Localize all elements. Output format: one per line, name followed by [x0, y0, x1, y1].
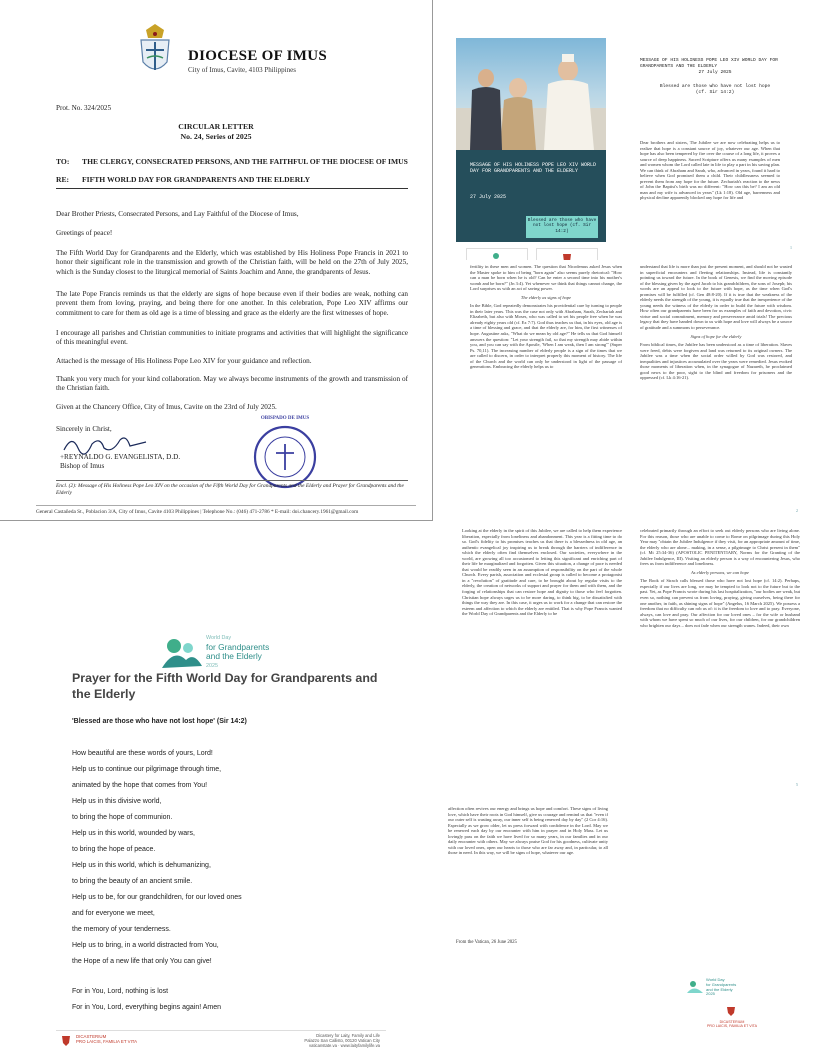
prayer-line-11: and for everyone we meet,: [72, 910, 155, 917]
pope-with-elderly-icon: [456, 38, 606, 150]
addressee-block: [56, 157, 408, 189]
dicastery-latin-line-2: PRO LAICIS, FAMILIA ET VITA: [76, 1039, 138, 1045]
cover-date: 27 July 2025: [470, 194, 507, 200]
page2-col1-para: fertility in these men and women. The question that Nicodemus asked Jesus when the Master spoke to him of being "born again" also seems purely rhetorical: "How can a man be born when he is old? Can he enter a second time into his mother's womb and be born?" (Jn 3:4). Yet whenever we think that things cannot change, the Lord surprises us with an act of saving power.: [470, 264, 622, 292]
page4-logo-line-2: for Grandparents: [706, 981, 737, 987]
page3-column-2: [640, 528, 800, 628]
page2-column-2: [640, 264, 792, 381]
page4-logo-line-3: and the Elderly: [706, 986, 733, 992]
page4-dicastery: [692, 1020, 772, 1029]
page2-column-1: [470, 264, 622, 370]
page2-subheading-1: The elderly as signs of hope: [520, 294, 572, 300]
page4-dicastery-line-2: PRO LAICIS, FAMILIA ET VITA: [707, 1024, 757, 1029]
letter-title: CIRCULAR LETTER: [178, 122, 254, 131]
message-subtitle-ref: (cf. Sir 14:2): [695, 90, 735, 95]
message-heading: [640, 58, 790, 96]
page3-subheading: As elderly persons, we can hope: [691, 569, 749, 575]
prayer-line-9: to bring the beauty of an ancient smile.: [72, 878, 193, 885]
prayer-line-5: to bring the hope of communion.: [72, 814, 173, 821]
prayer-footer-divider: [56, 1030, 386, 1031]
dicastery-latin-line-1: DICASTERIUM: [76, 1034, 107, 1039]
prayer-title-line-2: the Elderly: [72, 687, 136, 701]
page4-logo-text: [706, 978, 736, 997]
seal-text: OBISPADO DE IMUS: [260, 416, 310, 421]
page4-logo-year: 2025: [706, 991, 715, 997]
cover-card: [456, 150, 606, 242]
prayer-line-14: the Hope of a new life that only You can give!: [72, 958, 212, 965]
jubilee-logo-box: [466, 248, 528, 260]
prayer-line-2: Help us to continue our pilgrimage through time,: [72, 766, 222, 773]
paragraph-4: Attached is the message of His Holiness Pope Leo XIV for your guidance and reflection.: [56, 357, 312, 365]
cover-quote: Blessed are those who have not lost hope (cf. Sir 14:2): [526, 216, 598, 238]
logo-line-3: and the Elderly: [206, 651, 262, 662]
logo-line-1: World Day: [206, 635, 232, 641]
diocese-crest-icon: [132, 24, 178, 82]
message-date: 27 July 2025: [698, 70, 732, 75]
page-number-2: 2: [796, 508, 798, 513]
prayer-title: [72, 670, 377, 702]
prayer-logo-text: [206, 634, 269, 671]
message-page1-text: Dear brothers and sisters, The Jubilee we are now celebrating helps us to realize that hope is a constant source of joy, whatever our age. When that hope has also been tempered by fire over the course of a long life, it proves a source of deep happiness. Sacred Scripture offers us many examples of men and women whom the Lord called late in life to play a part in his saving plan. We can think of Abraham and Sarah, who, advanced in years, found it hard to believe when God promised them a child. Their childlessness seemed to prevent them from any hope for the future. Zechariah's reaction to the news of John the Baptist's birth was no different: "How can this be? I am an old man and my wife is advanced in years" (Lk 1:18). Old age, barrenness and physical decline apparently blocked any hope for life and: [640, 140, 780, 201]
prayer-closing-1: For in You, Lord, nothing is lost: [72, 988, 169, 995]
prayer-line-3: animated by the hope that comes from You!: [72, 782, 208, 789]
dicastery-address: [270, 1033, 380, 1049]
prayer-line-12: the memory of your tenderness.: [72, 926, 171, 933]
message-page-2: [434, 260, 816, 518]
paragraph-2: The late Pope Francis reminds us that the elderly are signs of hope because even if their bodies are weak, nothing can prevent them from loving, praying, and being there for one another. In this celebration, Pope Leo XIV affirms our commitment to care for them as old age is a time of blessing and grace as the elderly are the first witnesses of hope.: [56, 290, 408, 317]
letterhead: [128, 30, 428, 90]
prayer-line-1: How beautiful are these words of yours, Lord!: [72, 750, 213, 757]
prayer-closing-2: For in You, Lord, everything begins again! Amen: [72, 1004, 222, 1011]
vatican-crest-icon: [560, 252, 574, 260]
logo-line-2: for Grandparents: [206, 642, 270, 653]
signer-role: Bishop of Imus: [60, 462, 105, 470]
cover-title: MESSAGE OF HIS HOLINESS POPE LEO XIV WORLD DAY FOR GRANDPARENTS AND THE ELDERLY: [470, 162, 597, 175]
to-text: THE CLERGY, CONSECRATED PERSONS, AND THE FAITHFUL OF THE DIOCESE OF IMUS: [82, 157, 408, 166]
dicastery-latin: [76, 1034, 137, 1045]
message-title: MESSAGE OF HIS HOLINESS POPE LEO XIV WORLD DAY FOR GRANDPARENTS AND THE ELDERLY: [640, 58, 778, 69]
page4-logo-line-1: World Day: [706, 977, 725, 982]
page2-col2-para: understand that life is more than just the present moment, and should not be wasted in superficial encounters and fleeting relationships. Instead, life is constantly pointing us toward the future. In the book of Genesis, we find the moving episode of the blessing given by the aged Jacob to his grandchildren, the sons of Joseph; his words are an appeal to look to the future with hope, as the time when God's promises will be fulfilled (cf. Gen 48:8-20). If it is true that the weakness of the elderly needs the strength of the young, it is equally true that the inexperience of the young needs the witness of the elderly in order to build the future with wisdom. How often our grandparents have been for us examples of faith and devotion, civic virtue and social commitment, memory and perseverance amid trials! The precious legacy that they have handed down to us with hope and love will always be a source of gratitude and a summons to perseverance.: [640, 264, 792, 331]
prayer-subtitle: 'Blessed are those who have not lost hope' (Sir 14:2): [72, 718, 247, 725]
prayer-line-6: Help us in this world, wounded by wars,: [72, 830, 195, 837]
dicastery-crest-icon: [726, 1006, 736, 1018]
closing: Sincerely in Christ,: [56, 425, 112, 433]
vatican-logo-box: [536, 248, 598, 260]
page2-col1-para-b: In the Bible, God repeatedly demonstrates his providential care by turning to people in their later years. This was the case not only with Abraham, Sarah, Zechariah and Elizabeth, but also with Moses, who was called to set his people free when he was already eighty years old (cf. Ex 7:7). God thus teaches us that, in his eyes, old age is a time of blessing and grace, and that the elderly are, for him, the first witnesses of hope. Augustine asks, "What do we mean by old age?" He tells us that God himself answers the question: "Let your strength fail, so that my strength may abide within you, and you can say with the Apostle, 'When I am weak, then I am strong'" (Super Ps. 70,11). The increasing number of elderly people is a sign of the times that we are called to discern, in order to interpret properly this moment of history. The life of the Church and the world can only be understood in light of the passage of generations. Embracing the elderly helps us to: [470, 303, 622, 370]
diocese-address: City of Imus, Cavite, 4103 Philippines: [188, 66, 296, 74]
logo-year: 2025: [206, 662, 218, 669]
dicastery-address-line-3: vaticanstate.va · www.laityfamilylife.va: [309, 1043, 380, 1049]
page3-col2-para: celebrated primarily through an effort to seek out elderly persons who are living alone. For this reason, those who are unable to come to Rome on pilgrimage during this Holy Year may "obtain the Jubilee Indulgence if they visit, for an appropriate amount of time, the elderly who are alone... making, in a sense, a pilgrimage to Christ present in them" (cf. Mt 25:34-36) (APOSTOLIC PENITENTIARY, Norms for the Granting of the Jubilee Indulgence, III). Visiting an elderly person is a way of encountering Jesus, who frees us from indifference and loneliness.: [640, 528, 800, 567]
circular-letter-page: [0, 0, 433, 521]
page4-dicastery-line-1: DICASTERIUM: [719, 1020, 745, 1024]
signer-name: +REYNALDO G. EVANGELISTA, D.D.: [60, 453, 181, 461]
cover-photo: [456, 38, 606, 150]
paragraph-3: I encourage all parishes and Christian communities to initiate programs and activities that will highlight the significance of this meaningful event.: [56, 329, 408, 347]
page3-col2-para-b: The Book of Sirach calls blessed those who have not lost hope (cf. 14:2). Perhaps, especially if our lives are long, we may be tempted to look not to the future but to the past. Yet, as Pope Francis wrote during his last hospitalization, "our bodies are weak, but even so, nothing can prevent us from loving, praying, giving ourselves, being there for one another, in faith, as shining signs of hope" (Angelus, 16 March 2025). We possess a freedom that no difficulty can rob us of: it is the freedom to love and to pray. Everyone, always, can love and pray. Our affection for our loved ones – for the wife or husband with whom we have spent so much of our lives, for our children, for our grandchildren who brighten our days – does not fade when our strength wanes. Indeed, their own: [640, 578, 800, 628]
paragraph-6: Given at the Chancery Office, City of Imus, Cavite on the 23rd of July 2025.: [56, 403, 277, 411]
prayer-line-8: Help us in this world, which is dehumanizing,: [72, 862, 211, 869]
enclosure-note: Encl. (2): Message of His Holiness Pope Leo XIV on the occasion of the Fifth World Day for Grandparents and the Elderly and Prayer for Grandparents and the Elderly: [56, 480, 408, 496]
re-text: FIFTH WORLD DAY FOR GRANDPARENTS AND THE ELDERLY: [82, 175, 311, 184]
letter-heading: [0, 122, 432, 142]
to-label: TO:: [56, 157, 70, 166]
header-divider: [56, 188, 408, 189]
paragraph-5: Thank you very much for your kind collaboration. May we always become instruments of the growth and transmission of the Christian faith.: [56, 375, 408, 393]
greeting: Greetings of peace!: [56, 229, 113, 237]
message-subtitle: Blessed are those who have not lost hope: [659, 84, 771, 89]
message-cover: [456, 38, 606, 260]
signer-block: [60, 453, 180, 471]
page3-column-1: Looking at the elderly in the spirit of this Jubilee, we are called to help them experience liberation, especially from loneliness and abandonment. This year is a fitting time to do so. God's fidelity to his promises teaches us that there is a blessedness in old age, an authentic evangelical joy inspiring us to break through the barriers of indifference in which the elderly often find themselves enclosed. Our societies, everywhere in the world, are growing all too accustomed to letting this significant and enriching part of their life be marginalized and forgotten. Given this situation, a change of pace is needed that would be readily seen in an assumption of responsibility on the part of the whole Church. Every parish, association and ecclesial group is called to become a protagonist in a "revolution" of gratitude and care, to be brought about by regular visits to the elderly, the creation of networks of support and prayer for them and with them, and the forging of relationships that can restore hope and dignity to those who feel forgotten. Christian hope always urges us to be more daring, to think big, to be dissatisfied with things the way they are. In this case, it urges us to work for a change that can restore the esteem and affection to which the elderly are entitled. That is why Pope Francis wanted the World Day of Grandparents and the Elderly to be: [462, 528, 622, 617]
prayer-line-4: Help us in this divisive world,: [72, 798, 162, 805]
page4-column: affection often revives our energy and brings us hope and comfort. These signs of living love, which have their roots in God himself, give us courage and remind us that "even if our outer self is wasting away, our inner self is being renewed day by day" (2 Cor 4:16). Especially as we grow older, let us press forward with confidence in the Lord. May we be renewed each day by our encounter with him in prayer and in Holy Mass. Let us lovingly pass on the faith we have lived for so many years, in our families and in our daily encounter with others. May we always praise God for his goodness, cultivate unity with our loved ones, open our hearts to those who are far away and, in particular, to all those in need. In this way, we will be signs of hope, whatever our age.: [448, 806, 608, 856]
message-pages-3-4: [434, 520, 816, 1056]
message-page-1: [434, 0, 816, 260]
vatican-signoff: From the Vatican, 26 June 2025: [456, 940, 517, 945]
re-label: RE:: [56, 175, 70, 184]
dicastery-address-line-1: Dicastery for Laity, Family and Life: [316, 1033, 380, 1038]
prayer-page: [0, 522, 432, 1056]
salutation: Dear Brother Priests, Consecrated Persons, and Lay Faithful of the Diocese of Imus,: [56, 210, 299, 218]
paragraph-1: The Fifth World Day for Grandparents and the Elderly, which was established by His Holiness Pope Francis in 2021 to honor their significant role in the transmission and growth of the Christian faith, will be held on the 27th of July 2025, which is the Sunday closest to the liturgical memorial of Saints Joachim and Anne, the grandparents of Jesus.: [56, 249, 408, 276]
page-number-1: 1: [790, 245, 792, 250]
page2-subheading-2: Signs of hope for the elderly: [690, 333, 742, 339]
diocese-name: DIOCESE OF IMUS: [188, 48, 327, 64]
prayer-line-13: Help us to bring, in a world distracted from You,: [72, 942, 219, 949]
dicastery-address-line-2: Palazzo San Callisto, 00120 Vatican City: [304, 1038, 380, 1044]
prayer-line-10: Help us to be, for our grandchildren, for our loved ones: [72, 894, 242, 901]
dicastery-crest-icon: [60, 1034, 72, 1048]
letter-number: No. 24, Series of 2025: [180, 132, 252, 141]
page-number-5: 5: [796, 782, 798, 787]
page2-col2-para-b: From biblical times, the Jubilee has been understood as a time of liberation. Slaves were freed, debts were forgiven and land was returned to its original owners. The Jubilee was a time when the social order willed by God was restored, and inequalities and injustices accumulated over the years were remedied. Jesus evoked those moments of liberation when, in the synagogue of Nazareth, he proclaimed good news to the poor, sight to the blind and freedom for prisoners and the oppressed (cf. Lk 4:16-21).: [640, 342, 792, 381]
grandparents-logo-icon: [686, 980, 704, 994]
prayer-line-7: to bring the hope of peace.: [72, 846, 156, 853]
letter-footer: General Castañeda St., Poblacion 3/A, City of Imus, Cavite 4103 Philippines | Telephone No.: (046) 471-2786 * E-mail: doi.chancery.1961@gmail.com: [36, 505, 416, 515]
prayer-title-line-1: Prayer for the Fifth World Day for Grandparents and: [72, 671, 378, 685]
grandparents-logo-icon: [158, 636, 204, 670]
protocol-number: Prot. No. 324/2025: [56, 104, 112, 112]
grandparents-logo-icon: [487, 252, 505, 260]
cover-logos: [456, 242, 606, 260]
